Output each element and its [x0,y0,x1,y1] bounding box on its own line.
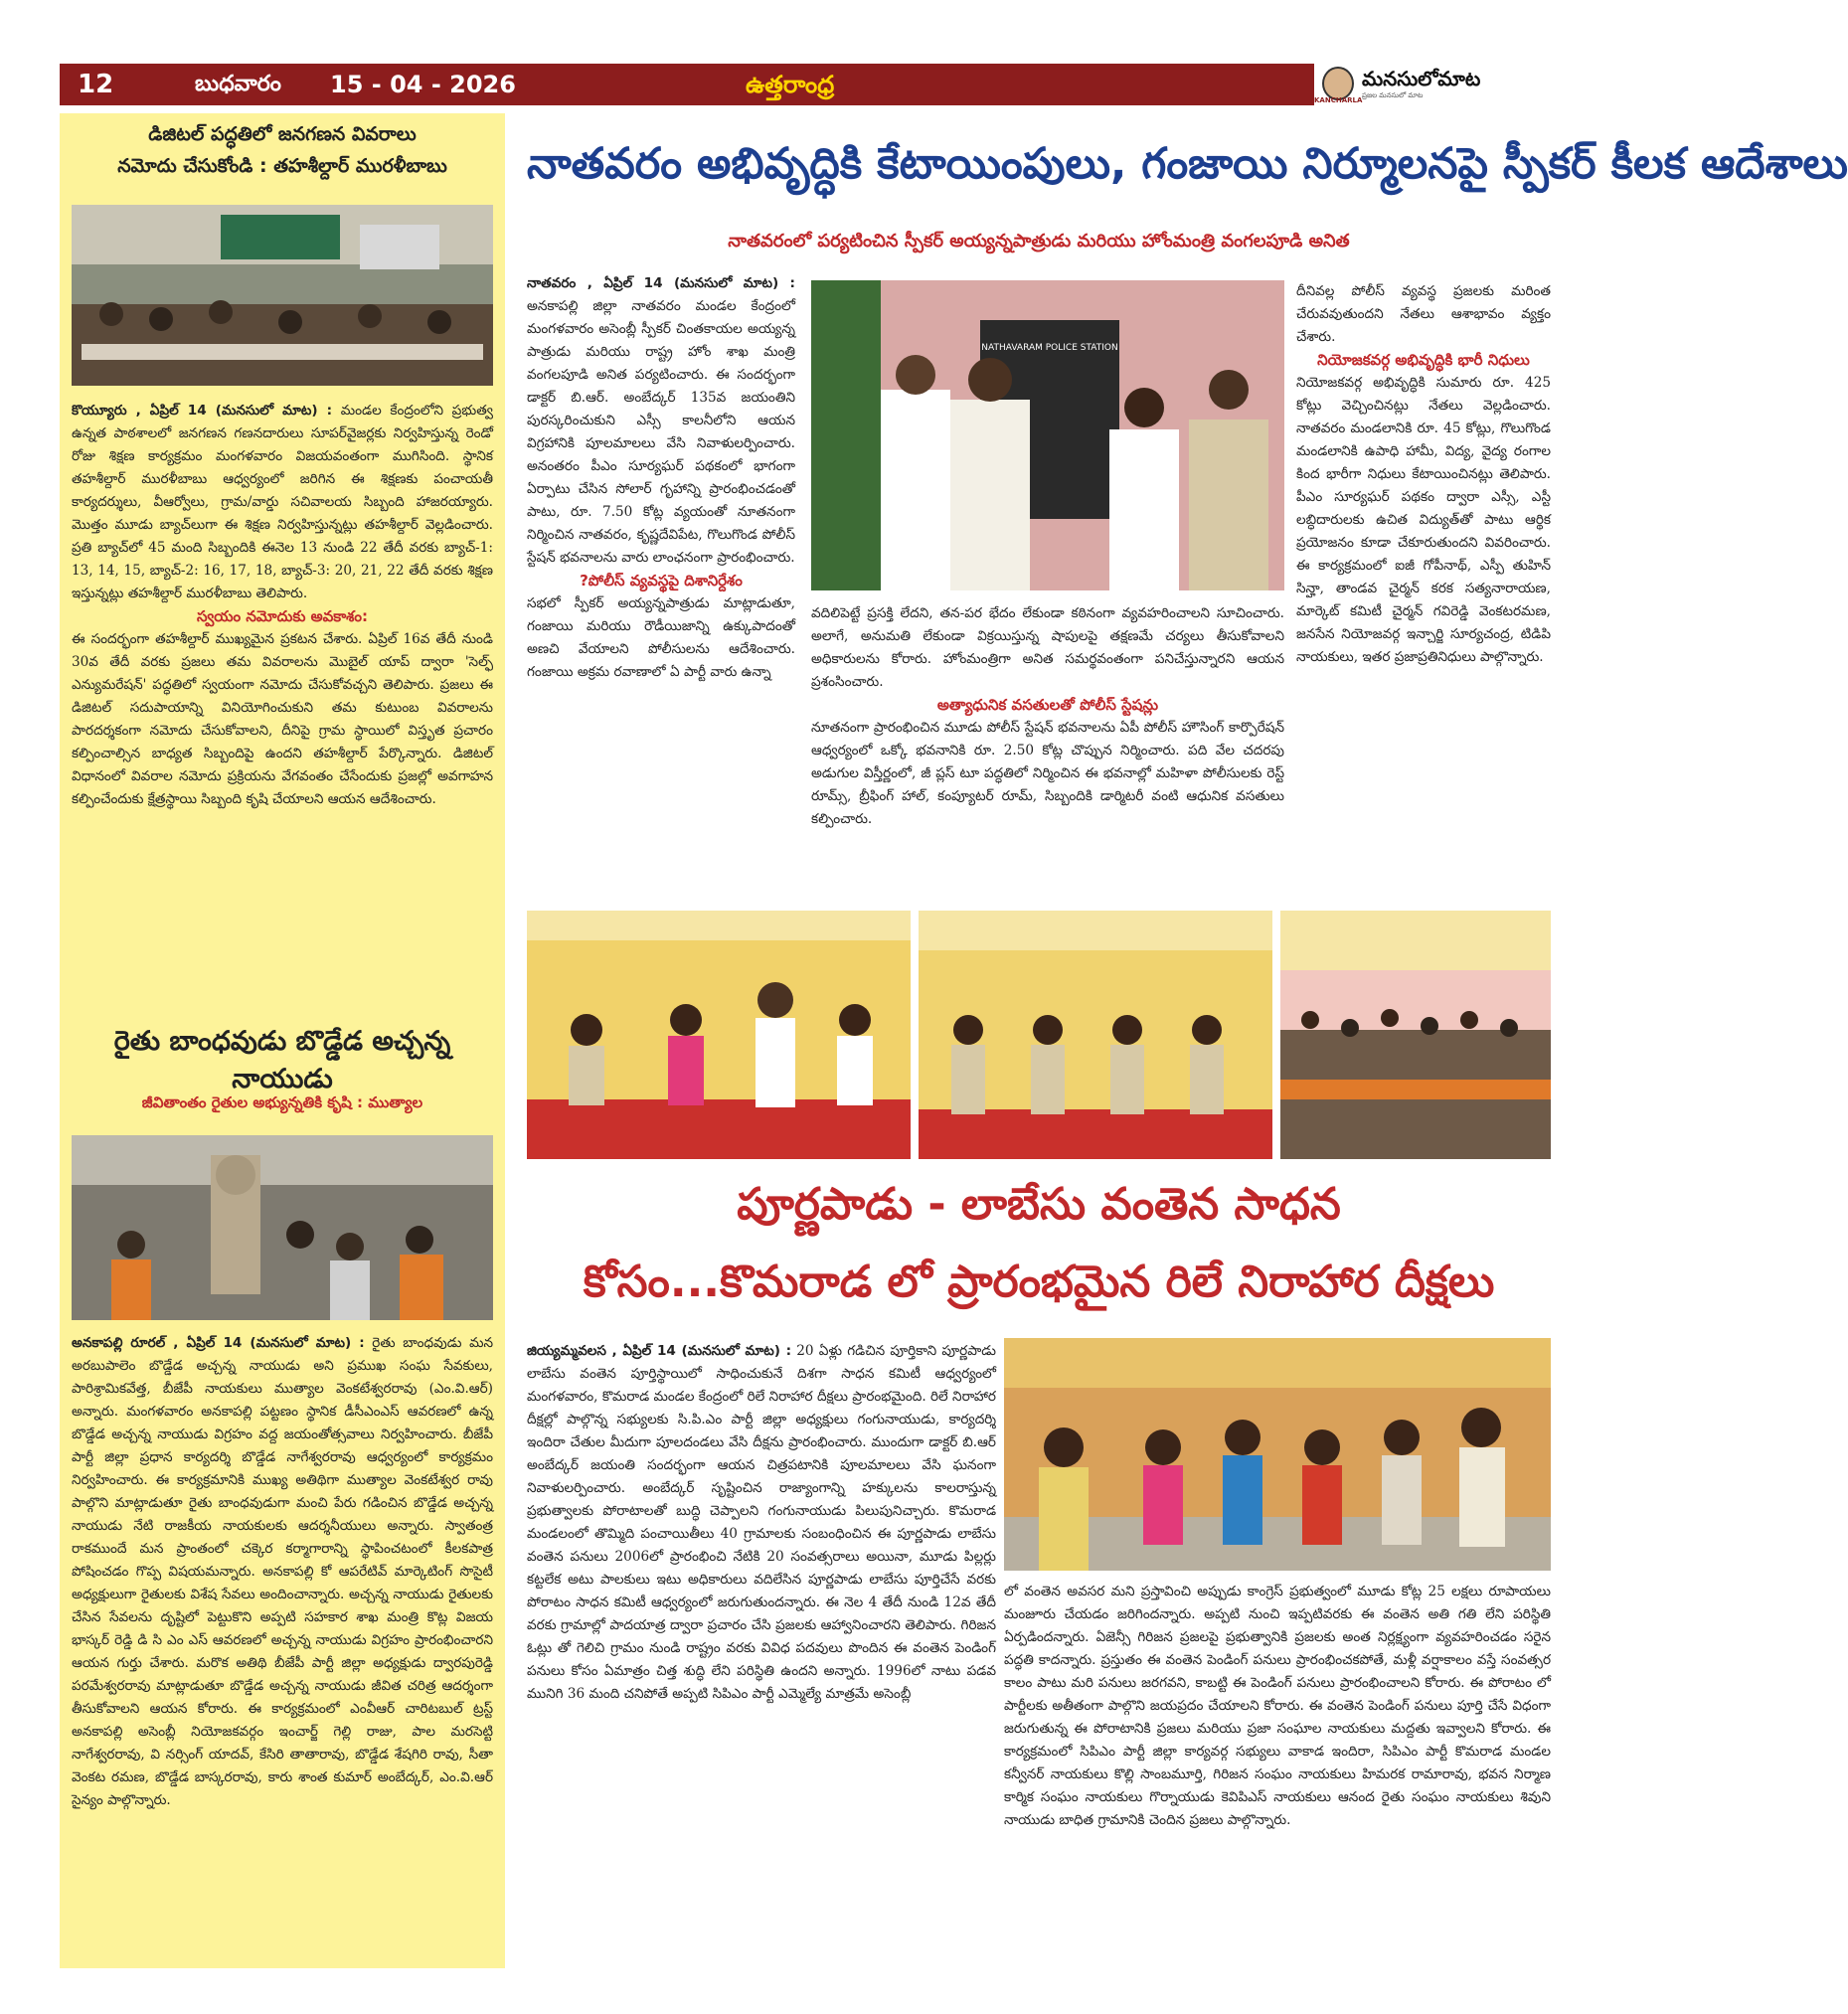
left-sidebar-column [60,113,505,1968]
story2-text: రైతు బాంధవుడు మన అరబుపాలెం బొడ్డేడ అచ్చన్న నాయుడు అని ప్రముఖ సంఘ సేవకులు, పారిశ్రామికవేత్త, బీజేపీ నాయకులు ముత్యాల వెంకటేశ్వరరావు (ఎం.వి.ఆర్) అన్నారు. మంగళవారం అనకాపల్లి పట్టణం స్థానిక డీసీఎంఎస్ ఆవరణలో ఉన్న బొడ్డేడ అచ్చన్న నాయుడు విగ్రహం వద్ద జయంతోత్సవాలు నిర్వహించారు. బీజేపీ పార్టీ జిల్లా ప్రధాన కార్యదర్శి బొడ్డేడ నాగేశ్వరరావు ఆధ్వర్యంలో కార్యక్రమం నిర్వహించారు. ఈ కార్యక్రమానికి ముఖ్య అతిథిగా ముత్యాల వెంకటేశ్వర రావు పాల్గొని మాట్లాడుతూ రైతు బాంధవుడుగా మంచి పేరు గడించిన బొడ్డేడ అచ్చన్న నాయుడు నేటి రాజకీయ నాయకులకు ఆదర్శనీయులు అన్నారు. స్వాతంత్ర రాకముందే మన ప్రాంతంలో చక్కెర కర్మాగారాన్ని స్థాపించటంలో కీలకపాత్ర పోషించడం గొప్ప విషయమన్నారు. అనకాపల్లి కో ఆపరేటివ్ మార్కెటింగ్ సొసైటీ అధ్యక్షులుగా రైతులకు విశేష సేవలు అందించాన్నారు. అచ్చన్న నాయుడు రైతులకు చేసిన సేవలను దృష్టిలో పెట్టుకొని అప్పటి సహకార శాఖ మంత్రి కొట్ల విజయ భాస్కర్ రెడ్డి డి సి ఎం ఎస్ ఆవరణలో అచ్చన్న నాయుడు విగ్రహం ప్రారంభించారని ఆయన గుర్తు చేశారు. మరొక అతిథి బీజేపీ పార్టీ జిల్లా అధ్యక్షుడు ద్వారపురెడ్డి పరమేశ్వరరావు మాట్లాడుతూ బొడ్డేడ అచ్చన్న నాయుడు జీవిత చరిత్ర ఆదర్శంగా తీసుకోవాలని ఆయన కోరారు. ఈ కార్యక్రమంలో ఎంవీఆర్ చారిటబుల్ ట్రస్ట్ అనకాపల్లి అసెంబ్లీ నియోజకవర్గం ఇంచార్జ్ గెల్లి రాజు, పాల మరసెట్టి నాగేశ్వరరావు, వి నర్సింగ్ యాదవ్, కేసిరి తాతారావు, బొడ్డేడ శేషగిరి రావు, సీతా వెంకట రమణ, బొడ్డేడ బాస్కరరావు, కారు శాంత కుమార్ అంబేద్కర్, ఎం.వి.ఆర్ సైన్యం పాల్గొన్నారు. [72,1335,493,1808]
logo-portrait-icon [1322,67,1354,100]
lead-subheadline: నాతవరంలో పర్యటించిన స్పీకర్ అయ్యన్నపాత్రుడు మరియు హోంమంత్రి వంగలపూడి అనిత [728,231,1350,252]
lead-col3-subhead: నియోజకవర్గ అభివృద్ధికి భారీ నిధులు [1317,351,1530,369]
crowd-audience-photo [1280,911,1551,1159]
lead-column-2 [811,602,1284,901]
section-name: ఉత్తరాంధ్ర [746,71,835,98]
story1-para1: మండల కేంద్రంలోని ప్రభుత్వ ఉన్నత పాఠశాలలో జనగణన గణనదారులు సూపర్‌వైజర్లకు నిర్వహిస్తున్న రెండో రోజు శిక్షణ కార్యక్రమం మంగళవారం విజయవంతంగా ముగిసింది. స్థానిక తహశీల్దార్ మురళీబాబు ఆధ్వర్యంలో జరిగిన ఈ శిక్షణకు పంచాయతీ కార్యదర్శులు, వీఆర్వోలు, గ్రామ/వార్డు సచివాలయ సిబ్బంది హాజరయ్యారు. మొత్తం మూడు బ్యాచ్‌లుగా ఈ శిక్షణ నిర్వహిస్తున్నట్లు తహశీల్దార్ వెల్లడించారు. ప్రతి బ్యాచ్‌లో 45 మంది సిబ్బందికి ఈనెల 13 నుండి 22 తేదీ వరకు బ్యాచ్-1: 13, 14, 15, బ్యాచ్-2: 16, 17, 18, బ్యాచ్-3: 20, 21, 22 తేదీ వరకు శిక్షణ ఇస్తున్నట్లు తహశీల్దార్ మురళీబాబు తెలిపారు. [72,403,493,601]
plaque-title: NATHAVARAM POLICE STATION [981,343,1118,353]
issue-date: 15 - 04 - 2026 [330,71,516,98]
lead-col1-subhead: ?పోలీస్ వ్యవస్థపై దిశానిర్దేశం [580,572,743,589]
story2-headline: రైతు బాంధవుడు బొడ్డేడ అచ్చన్న నాయుడు [113,1026,451,1094]
paper-name: మనసులోమాట [1362,67,1481,90]
weekday: బుధవారం [195,72,281,96]
lead-col3-body2: నియోజకవర్గ అభివృద్ధికి సుమారు రూ. 425 కోట్లు వెచ్చించినట్లు నేతలు వెల్లడించారు. నాతవరం మండలానికి రూ. 45 కోట్లు, గొలుగొండ మండలానికి ఉపాధి హామీ, విద్య, వైద్య రంగాల కింద భారీగా నిధులు కేటాయించినట్లు తెలిపారు. పీఎం సూర్యఘర్ పథకం ద్వారా ఎస్సీ, ఎస్టీ లబ్ధిదారులకు ఉచిత విద్యుత్‌తో పాటు ఆర్థిక ప్రయోజనం కూడా చేకూరుతుందని వివరించారు. ఈ కార్యక్రమంలో ఐజీ గోపీనాథ్, ఎస్పీ తుహిన్ సిన్హా, తాండవ చైర్మన్ కరక సత్యనారాయణ, మార్కెట్ కమిటీ చైర్మన్ గవిరెడ్డి వెంకటరమణ, జనసేన నియోజవర్గ ఇన్చార్జి సూర్యచంద్ర, టిడిపి నాయకులు, ఇతర ప్రజాప్రతినిధులు పాల్గొన్నారు. [1296,375,1551,665]
lead-headline: నాతవరం అభివృద్ధికి కేటాయింపులు, గంజాయి నిర్మూలనపై స్పీకర్ కీలక ఆదేశాలు [527,139,1848,189]
lead-col2-body: నూతనంగా ప్రారంభించిన మూడు పోలీస్ స్టేషన్ భవనాలను ఏపీ పోలీస్ హౌసింగ్ కార్పొరేషన్ ఆధ్వర్యంలో ఒక్కో భవనానికి రూ. 2.50 కోట్ల చొప్పున నిర్మించారు. పది వేల చదరపు అడుగుల విస్తీర్ణంలో, జీ ప్లస్ టూ పద్ధతిలో నిర్మించిన ఈ భవనాల్లో మహిళా పోలీసులకు రెస్ట్ రూమ్స్, బ్రీఫింగ్ హాల్, కంప్యూటర్ రూమ్, సిబ్బందికి డార్మిటరీ వంటి ఆధునిక వసతులు కల్పించారు. [811,720,1284,827]
newspaper-logo [1314,64,1543,105]
lead-dateline: నాతవరం , ఏప్రిల్ 14 (మనసులో మాట) : [527,275,795,291]
story1-subhead: స్వయం నమోదుకు అవకాశం: [197,607,368,625]
logo-caption: KANCHARLA [1314,96,1363,104]
story1-headline-line2: నమోదు చేసుకోండి : తహశీల్దార్ మురళీబాబు [117,155,447,177]
lead-column-1 [527,272,795,901]
lead-col2-subhead: అత్యాధునిక వసతులతో పోలీస్ స్టేషన్లు [936,696,1159,714]
lead-col3-body: దీనివల్ల పోలీస్ వ్యవస్థ ప్రజలకు మరింత చేరువవుతుందని నేతలు ఆశాభావం వ్యక్తం చేశారు. [1296,283,1551,345]
story-b-dateline: జియ్యమ్మవలస , ఏప్రిల్ 14 (మనసులో మాట) : [527,1343,792,1359]
lead-col2-top: వదిలిపెట్టే ప్రసక్తి లేదని, తన-పర భేదం లేకుండా కఠినంగా వ్యవహరించాలని సూచించారు. అలాగే, అనుమతి లేకుండా విక్రయిస్తున్న షాపులపై తక్షణమే చర్యలు తీసుకోవాలని అధికారులను కోరారు. హోంమంత్రిగా అనిత సమర్థవంతంగా పనిచేస్తున్నారని ఆయన ప్రశంసించారు. [811,605,1284,690]
masthead [60,64,1543,105]
story2-dateline: అనకాపల్లి రూరల్ , ఏప్రిల్ 14 (మనసులో మాట) : [72,1335,365,1351]
story1-headline-line1: డిజిటల్ పద్ధతిలో జనగణన వివరాలు [148,123,417,145]
event-stage-photo [527,911,911,1159]
relay-hunger-strike-photo [1004,1338,1551,1571]
census-training-photo [72,205,493,386]
story-b-headline-line2: కోసం...కొమరాడ లో ప్రారంభమైన రిలే నిరాహార దీక్షలు [583,1257,1495,1307]
story1-body [72,400,493,996]
paper-tagline: ప్రజల మనసులో మాట [1362,91,1424,99]
story-b-headline-line1: పూర్ణపాడు - లాబేసు వంతెన సాధన [737,1179,1341,1230]
story-b-column-2 [1004,1581,1551,1956]
lead-column-3 [1296,280,1551,901]
story2-body [72,1332,493,1958]
story2-subhead: జీవితాంతం రైతుల అభ్యున్నతికి కృషి : ముత్యాల [141,1093,423,1111]
story-b-column-1 [527,1340,996,1956]
police-officials-photo [919,911,1272,1159]
page-number: 12 [78,70,114,99]
statue-garland-photo [72,1135,493,1320]
story1-para2: ఈ సందర్భంగా తహశీల్దార్ ముఖ్యమైన ప్రకటన చేశారు. ఏప్రిల్ 16వ తేదీ నుండి 30వ తేదీ వరకు ప్రజలు తమ వివరాలను మొబైల్ యాప్ ద్వారా 'సెల్ఫ్ ఎన్యుమరేషన్' పద్ధతిలో స్వయంగా నమోదు చేసుకోవచ్చని తెలిపారు. ప్రజలు ఈ డిజిటల్ సదుపాయాన్ని వినియోగించుకుని తమ కుటుంబ వివరాలను పారదర్శకంగా నమోదు చేసుకోవాలని, దీనిపై గ్రామ స్థాయిలో విస్తృత ప్రచారం కల్పించాల్సిన బాధ్యత సిబ్బందిపై ఉందని తహశీల్దార్ పేర్కొన్నారు. డిజిటల్ విధానంలో వివరాల నమోదు ప్రక్రియను వేగవంతం చేసేందుకు ప్రజల్లో అవగాహన కల్పించేందుకు క్షేత్రస్థాయి సిబ్బంది కృషి చేయాలని ఆయన ఆదేశించారు. [72,631,493,807]
lead-col1-body2: సభలో స్పీకర్ అయ్యన్నపాత్రుడు మాట్లాడుతూ, గంజాయి మరియు రౌడీయిజాన్ని ఉక్కుపాదంతో అణచి వేయాలని పోలీసులను ఆదేశించారు. గంజాయి అక్రమ రవాణాలో ఏ పార్టీ వారు ఉన్నా [527,595,795,680]
story-b-left-body: 20 ఏళ్లు గడిచిన పూర్తికాని పూర్ణపాడు లాబేసు వంతెన పూర్తిస్థాయిలో సాధించుకునే దిశగా సాధన కమిటీ ఆధ్వర్యంలో మంగళవారం, కొమరాడ మండల కేంద్రంలో రిలే నిరాహార దీక్షలు ప్రారంభమైంది. రిలే నిరాహార దీక్షల్లో పాల్గొన్న సభ్యులకు సి.పి.ఎం పార్టీ జిల్లా అధ్యక్షులు గంగునాయుడు, కార్యదర్శి ఇందిరా చేతుల మీదుగా పూలదండలు వేసి దీక్షను ప్రారంభించారు. ముందుగా డాక్టర్ బి.ఆర్ అంబేద్కర్ జయంతి సందర్భంగా ఆయన చిత్రపటానికి పూలమాలలు వేసి ఘనంగా నివాళులర్పించారు. అంబేద్కర్ సృష్టించిన రాజ్యాంగాన్ని హక్కులను కాలరాస్తున్న ప్రభుత్వాలకు పోరాటాలతో బుద్ధి చెప్పాలని గంగునాయుడు పిలుపునిచ్చారు. కొమరాడ మండలంలో తొమ్మిది పంచాయితీలు 40 గ్రామాలకు సంబంధించిన ఈ పూర్ణపాడు లాబేసు వంతెన పనులు 2006లో ప్రారంభించి నేటికి 20 సంవత్సరాలు అయినా, మూడు పిల్లర్లు కట్టలేక అటు పాలకులు ఇటు అధికారులు వదిలేసిన పూర్ణపాడు లాబేసు పూర్తిచేసే వరకు పోరాటం సాధన కమిటీ ఆధ్వర్యంలో జరుగుతుందన్నారు. ఈ నెల 4 తేదీ నుండి 12వ తేదీ వరకు గ్రామాల్లో పాదయాత్ర ద్వారా ప్రచారం చేసి ప్రజలకు ఆహ్వానించారని తెలిపారు. గిరిజన ఓట్లు తో గెలిచి గ్రామం నుండి రాష్ట్రం వరకు వివిధ పదవులు పొందిన ఈ వంతెన పెండింగ్ పనులు కోసం ఏమాత్రం చిత్త శుద్ధి లేని పరిస్థితి ఉందని అన్నారు. 1996లో నాటు పడవ మునిగి 36 మంది చనిపోతే అప్పటి సిపిఎం పార్టీ ఎమ్మెల్యే మాత్రమే అసెంబ్లీ [527,1343,997,1702]
lead-col1-body: అనకాపల్లి జిల్లా నాతవరం మండల కేంద్రంలో మంగళవారం అసెంబ్లీ స్పీకర్ చింతకాయల అయ్యన్న పాత్రుడు మరియు రాష్ట్ర హోం శాఖ మంత్రి వంగలపూడి అనిత పర్యటించారు. ఈ సందర్భంగా డాక్టర్ బి.ఆర్. అంబేద్కర్ 135వ జయంతిని పురస్కరించుకుని ఎస్సీ కాలనీలోని ఆయన విగ్రహానికి పూలమాలలు వేసి నివాళులర్పించారు. అనంతరం పీఎం సూర్యఘర్ పథకంలో భాగంగా ఏర్పాటు చేసిన సోలార్ గృహాన్ని ప్రారంభించడంతో పాటు, రూ. 7.50 కోట్ల వ్యయంతో నూతనంగా నిర్మించిన నాతవరం, కృష్ణదేవిపేట, గొలుగొండ పోలీస్ స్టేషన్ భవనాలను వారు లాంఛనంగా ప్రారంభించారు. [527,298,795,566]
story1-dateline: కొయ్యూరు , ఏప్రిల్ 14 (మనసులో మాట) : [72,403,333,419]
police-station-inauguration-photo [811,280,1284,590]
story-b-right-body: లో వంతెన అవసర మని ప్రస్తావించి అప్పుడు కాంగ్రెస్ ప్రభుత్వంలో మూడు కోట్ల 25 లక్షలు రూపాయలు మంజూరు చేయడం జరిగిందన్నారు. అప్పటి నుంచి ఇప్పటివరకు ఈ వంతెన అతి గతి లేని పరిస్థితి ఏర్పడిందన్నారు. ఏజెన్సీ గిరిజన ప్రజలపై ప్రభుత్వానికి ప్రజలకు అంత నిర్లక్ష్యంగా వ్యవహరించడం సరైన పద్ధతి కాదన్నారు. ప్రస్తుతం ఈ వంతెన పెండింగ్ పనులు ప్రారంభించకపోతే, మళ్లీ వర్షాకాలం వస్తే సంవత్సర కాలం పాటు మరి పనులు జరగవని, కాబట్టి ఈ పెండింగ్ పనులు ప్రారంభించాలని కోరారు. ఈ పోరాటం లో పార్టీలకు అతీతంగా పాల్గొని జయప్రదం చేయాలని కోరారు. ఈ వంతెన పెండింగ్ పనులు పూర్తి చేసే విధంగా జరుగుతున్న ఈ పోరాటానికి ప్రజలు మరియు ప్రజా సంఘాల నాయకులు మద్దతు ఇవ్వాలని కోరారు. ఈ కార్యక్రమంలో సిపిఎం పార్టీ జిల్లా కార్యవర్గ సభ్యులు వాకాడ ఇందిరా, సిపిఎం పార్టీ కొమరాడ మండల కన్వీనర్ నాయకులు కొల్లి సాంబమూర్తి, గిరిజన సంఘం నాయకులు హిమరక రామారావు, భవన నిర్మాణ కార్మిక సంఘం నాయకులు గొర్నాయుడు కెవిపిఎస్ నాయకులు ఆనంద రైతు సంఘం నాయకులు శివుని నాయుడు బాధిత గ్రామానికి చెందిన ప్రజలు పాల్గొన్నారు. [1004,1584,1551,1828]
